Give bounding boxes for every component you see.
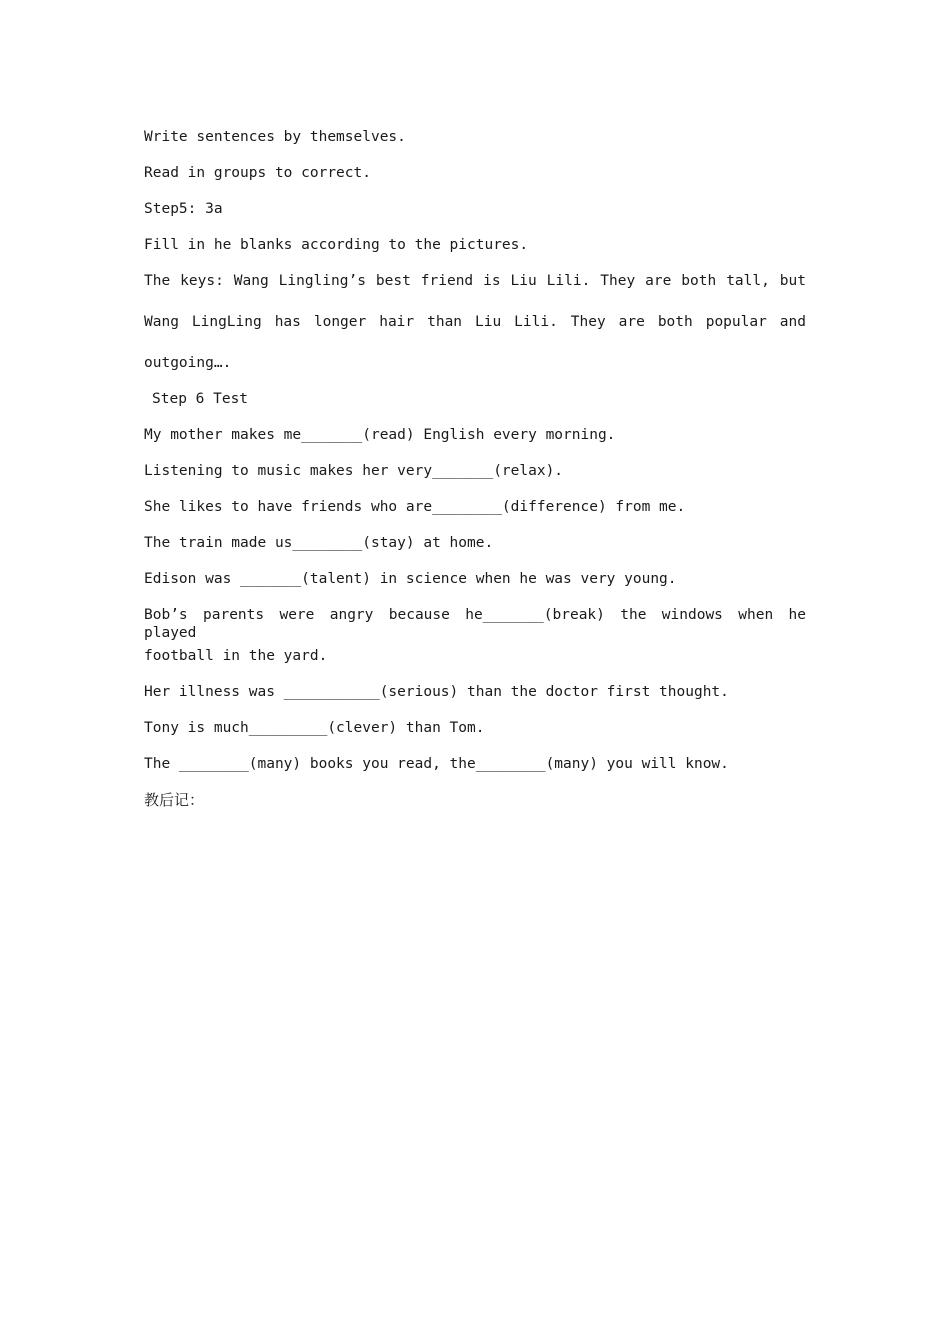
exercise-item: My mother makes me_______(read) English every morning.	[144, 427, 616, 443]
exercise-item: She likes to have friends who are________(difference) from me.	[144, 499, 686, 515]
exercise-item: Her illness was ___________(serious) than the doctor first thought.	[144, 684, 729, 700]
exercise-item: Listening to music makes her very_______(relax).	[144, 463, 564, 479]
exercise-item: Tony is much_________(clever) than Tom.	[144, 720, 485, 736]
document-page	[144, 0, 806, 1344]
exercise-item: Bob’s parents were angry because he_______(break) the windows when he played	[144, 607, 806, 641]
text-line: Write sentences by themselves.	[144, 129, 406, 145]
text-line: outgoing….	[144, 355, 232, 371]
exercise-item: The train made us________(stay) at home.	[144, 535, 494, 551]
exercise-item: The ________(many) books you read, the________(many) you will know.	[144, 756, 729, 772]
text-line: Step5: 3a	[144, 201, 223, 217]
exercise-item-continued: football in the yard.	[144, 648, 328, 664]
section-heading: Step 6 Test	[152, 391, 249, 407]
text-line: Read in groups to correct.	[144, 165, 371, 181]
teaching-notes-label: 教后记：	[144, 791, 205, 809]
text-line: The keys: Wang Lingling’s best friend is Liu Lili. They are both tall, but	[144, 273, 806, 289]
text-line: Fill in he blanks according to the pictures.	[144, 237, 529, 253]
text-line: Wang LingLing has longer hair than Liu Lili. They are both popular and	[144, 314, 806, 330]
exercise-item: Edison was _______(talent) in science when he was very young.	[144, 571, 677, 587]
